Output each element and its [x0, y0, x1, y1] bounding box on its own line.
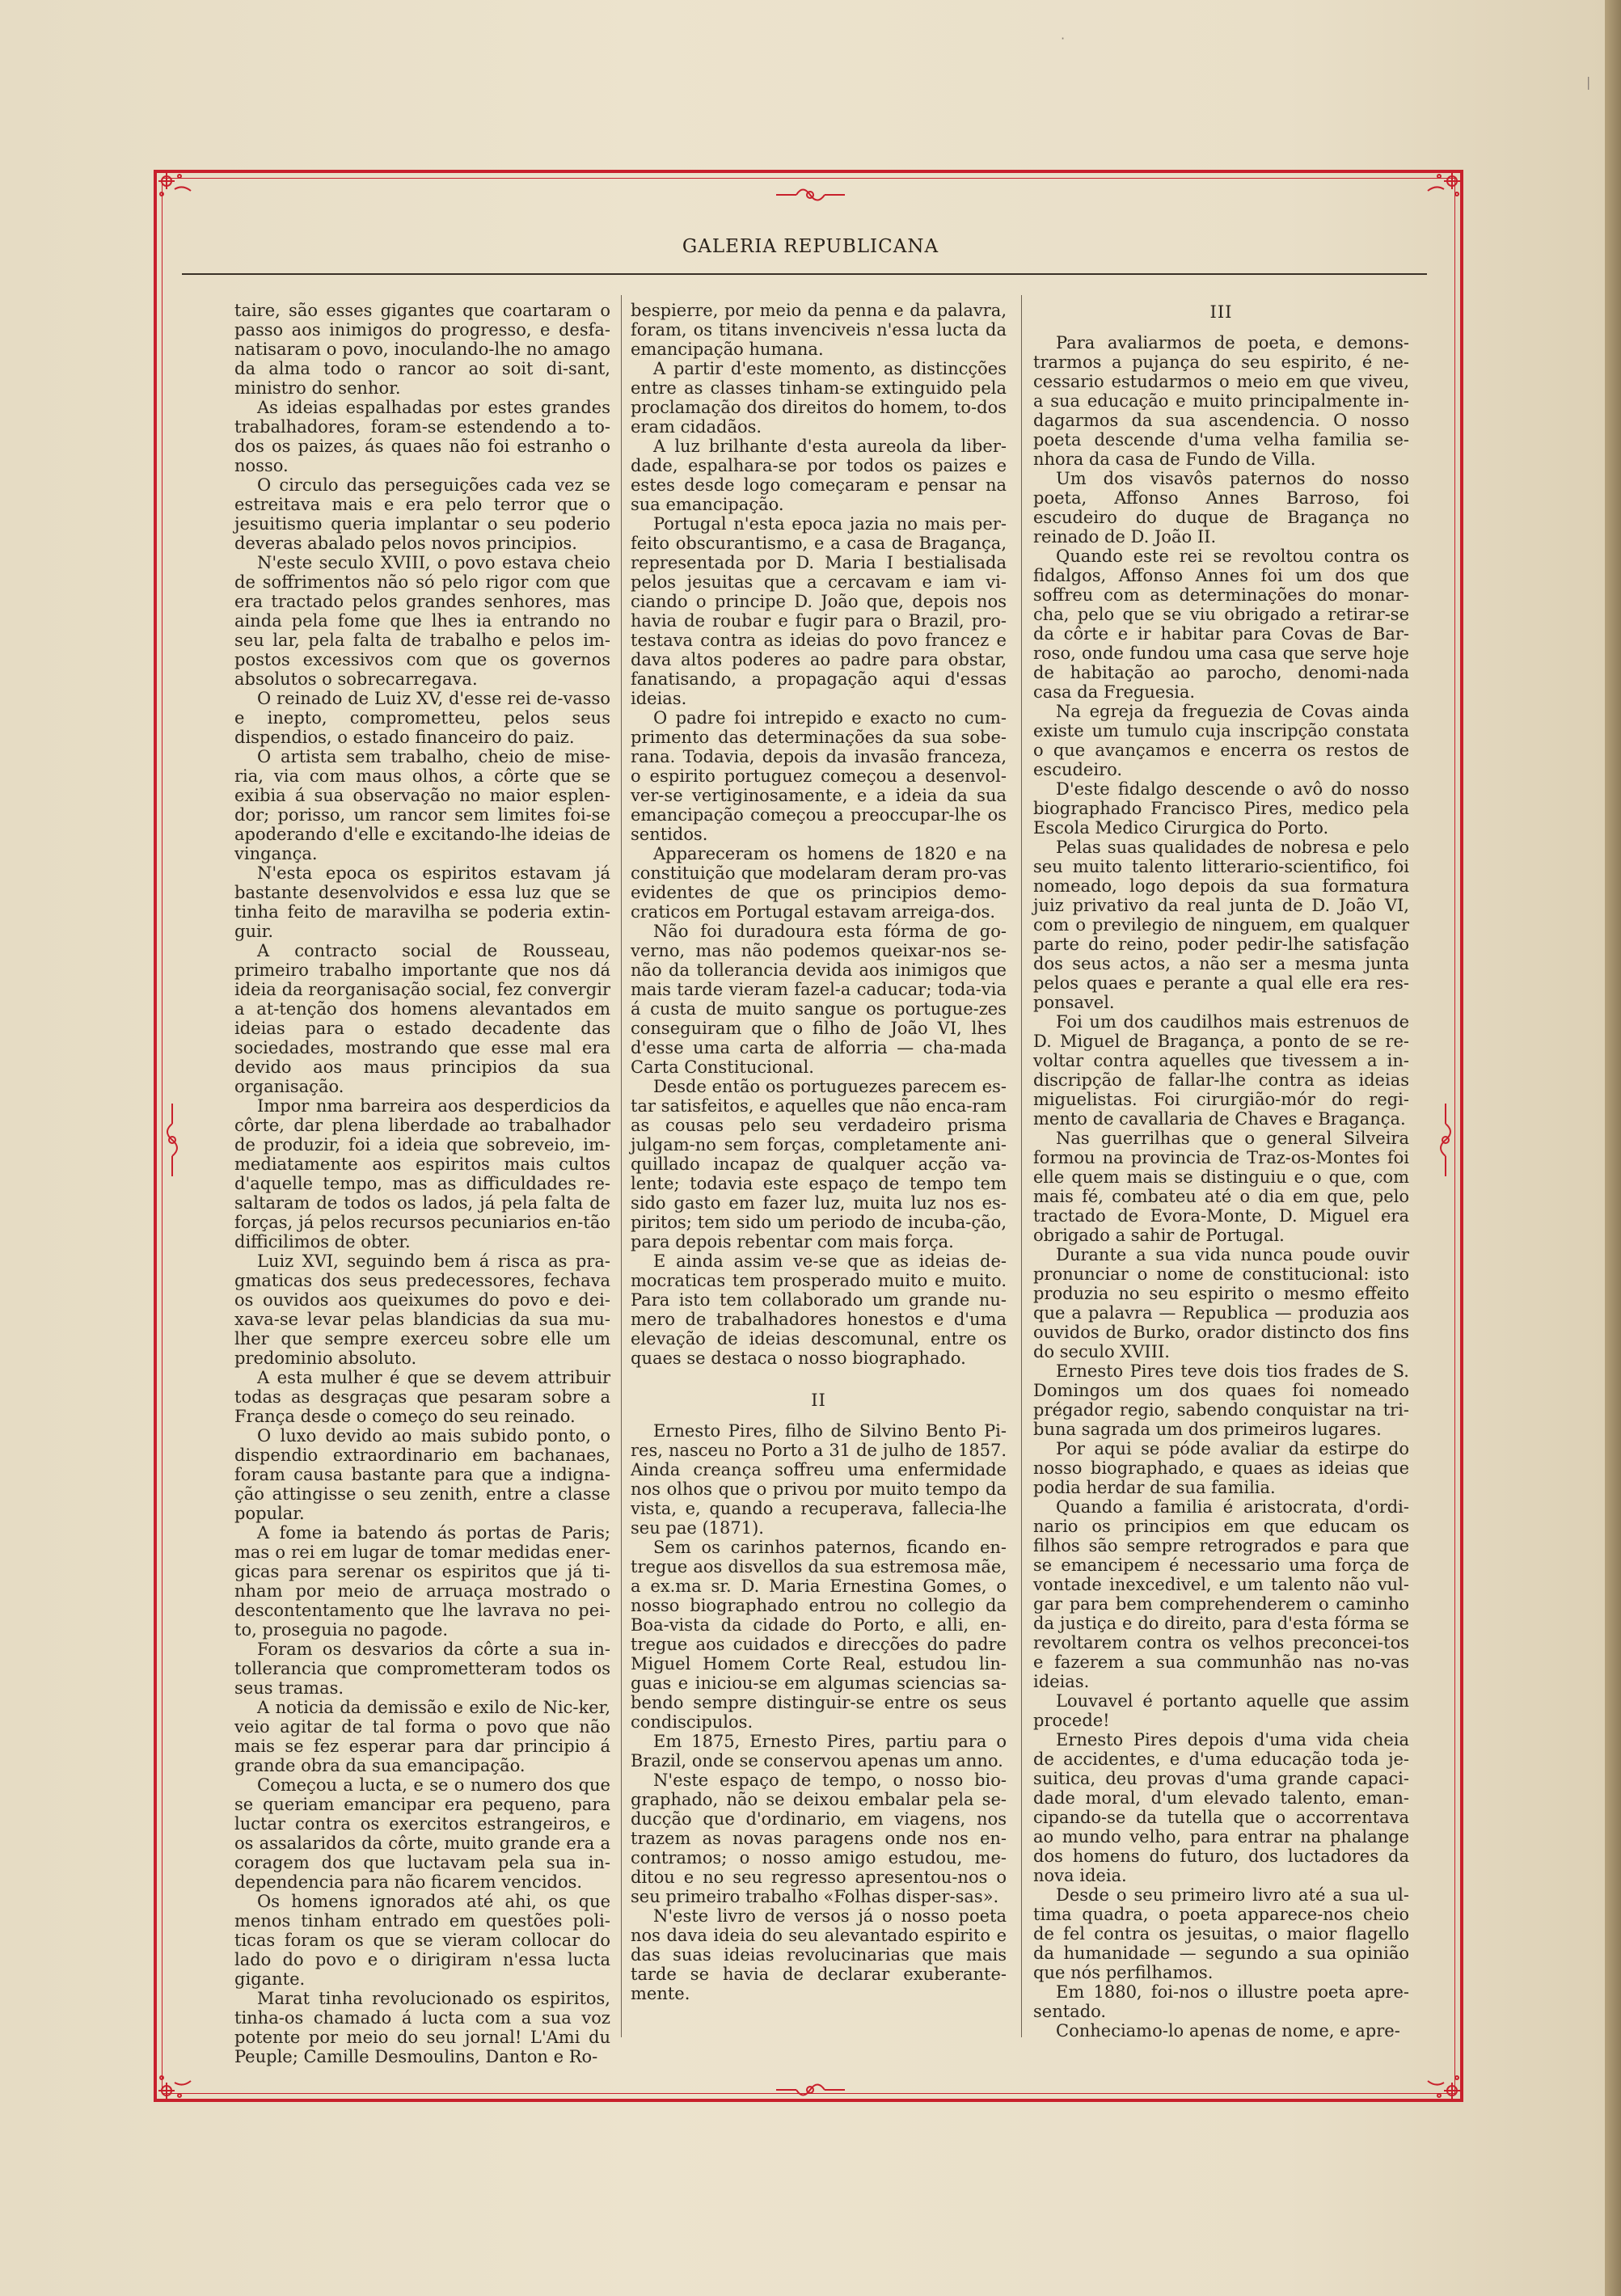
paragraph: Para avaliarmos de poeta, e demons-trarmos a pujança do seu espirito, é ne-cessario estudarmos o meio em que viveu, a sua educação e muito principalmente in-dagarmos da sua ascendencia. O nosso poeta descende d'uma velha familia se-nhora da casa de Fundo de Villa. [1033, 333, 1409, 469]
left-side-ornament [160, 1099, 184, 1180]
paragraph: As ideias espalhadas por estes grandes trabalhadores, foram-se estendendo a to-dos os paizes, ás quaes não foi estranho o nosso. [234, 398, 610, 475]
right-side-ornament [1433, 1099, 1458, 1180]
paragraph: A noticia da demissão e exilo de Nic-ker, veio agitar de tal forma o povo que não mais se fez esperar para dar principio á grande obra da sua emancipação. [234, 1698, 610, 1775]
paragraph: A esta mulher é que se devem attribuir todas as desgraças que pesaram sobre a França desde o começo do seu reinado. [234, 1368, 610, 1426]
paragraph: Impor nma barreira aos desperdicios da côrte, dar plena liberdade ao trabalhador de produzir, foi a ideia que sobreveio, im-mediatamente aos espiritos mais cultos d'aquelle tempo, mas as difficuldades re-saltaram de todos os lados, já pela falta de forças, já pelos recursos pecuniarios en-tão difficilimos de obter. [234, 1096, 610, 1251]
paragraph: Quando este rei se revoltou contra os fidalgos, Affonso Annes foi um dos que soffreu com as determinações do monar-cha, pelo que se viu obrigado a retirar-se da côrte e ir habitar para Covas de Bar-roso, onde fundou uma casa que serve hoje de habitação ao parocho, denomi-nada casa da Freguesia. [1033, 547, 1409, 702]
pencil-mark: | [1586, 74, 1591, 90]
paragraph: taire, são esses gigantes que coartaram o passo aos inimigos do progresso, e desfa-natisaram o povo, inoculando-lhe no amago da alma todo o rancor ao soit di-sant, ministro do senhor. [234, 301, 610, 398]
bottom-center-ornament [772, 2078, 849, 2102]
paragraph: Ernesto Pires depois d'uma vida cheia de accidentes, e d'uma educação toda je-suitica, deu provas d'uma grande capaci-dade moral, d'um elevado talento, eman-cipando-se da tutella que o accorrentava ao mundo velho, para entrar na phalange dos homens do futuro, dos luctadores da nova ideia. [1033, 1730, 1409, 1885]
text-column-2 [631, 301, 1007, 2027]
paragraph: Appareceram os homens de 1820 e na constituição que modelaram deram pro-vas evidentes de que os principios demo-craticos em Portugal estavam arreiga-dos. [631, 844, 1007, 922]
paragraph: Desde o seu primeiro livro até a sua ul-tima quadra, o poeta apparece-nos cheio de fel contra os jesuitas, o maior flagello da humanidade — segundo a sua opinião que nós perfilhamos. [1033, 1885, 1409, 1982]
paragraph: Um dos visavôs paternos do nosso poeta, Affonso Annes Barroso, foi escudeiro do duque de Bragança no reinado de D. João II. [1033, 469, 1409, 547]
paragraph: Pelas suas qualidades de nobresa e pelo seu muito talento litterario-scientifico, foi nomeado, logo depois da sua formatura juiz privativo da real junta de D. João VI, com o previlegio de ninguem, em qualquer parte do reino, poder pedir-lhe satisfação dos seus actos, a não ser a mesma junta pelos quaes e perante a qual elle era res-ponsavel. [1033, 838, 1409, 1012]
paragraph: Durante a sua vida nunca poude ouvir pronunciar o nome de constitucional: isto produzia no seu espirito o mesmo effeito que a palavra — Republica — produzia aos ouvidos de Burko, orador distincto dos fins do seculo XVIII. [1033, 1245, 1409, 1361]
top-center-ornament [772, 183, 849, 207]
paragraph: Portugal n'esta epoca jazia no mais per-feito obscurantismo, e a casa de Bragança, representada por D. Maria I bestialisada pelos jesuitas que a cercavam e iam vi-ciando o principe D. João que, depois nos havia de roubar e fugir para o Brazil, pro-testava contra as ideias do povo francez e dava altos poderes ao padre para obstar, fanatisando, a propagação aqui d'essas ideias. [631, 514, 1007, 708]
paragraph: Ernesto Pires, filho de Silvino Bento Pi-res, nasceu no Porto a 31 de julho de 1857. Ainda creança soffreu uma enfermidade nos olhos que o privou por muito tempo da vista, e, quando a recuperava, fallecia-lhe seu pae (1871). [631, 1421, 1007, 1538]
column-divider [1021, 295, 1022, 2037]
paragraph: Em 1875, Ernesto Pires, partiu para o Brazil, onde se conservou apenas um anno. [631, 1732, 1007, 1771]
paragraph: O luxo devido ao mais subido ponto, o dispendio extraordinario em bachanaes, foram causa bastante para que a indigna-ção attingisse o seu zenith, entre a classe popular. [234, 1426, 610, 1523]
paragraph: Começou a lucta, e se o numero dos que se queriam emancipar era pequeno, para luctar contra os exercitos estrangeiros, e os assalaridos da côrte, muito grande era a coragem dos que luctavam pela sua in-dependencia para não ficarem vencidos. [234, 1775, 610, 1892]
paragraph: bespierre, por meio da penna e da palavra, foram, os titans invenciveis n'essa lucta da emancipação humana. [631, 301, 1007, 359]
paragraph: A fome ia batendo ás portas de Paris; mas o rei em lugar de tomar medidas ener-gicas para serenar os espiritos que já ti-nham por meio de arruaça mostrado o descontentamento que lhe lavrava no pei-to, proseguia no pagode. [234, 1523, 610, 1640]
paragraph: Foram os desvarios da côrte a sua in-tollerancia que comprometteram todos os seus tramas. [234, 1640, 610, 1698]
paragraph: Ernesto Pires teve dois tios frades de S. Domingos um dos quaes foi nomeado prégador regio, sabendo conquistar na tri-buna sagrada um dos primeiros lugares. [1033, 1361, 1409, 1439]
paragraph: N'esta epoca os espiritos estavam já bastante desenvolvidos e essa luz que se tinha feito de maravilha se poderia extin-guir. [234, 863, 610, 941]
paragraph: O artista sem trabalho, cheio de mise-ria, via com maus olhos, a côrte que se exibia á sua observação no maior esplen-dor; porisso, um rancor sem limites foi-se apoderando d'elle e excitando-lhe ideias de vingança. [234, 747, 610, 863]
paragraph: Por aqui se póde avaliar da estirpe do nosso biographado, e quaes as ideias que podia herdar de sua familia. [1033, 1439, 1409, 1497]
paragraph: E ainda assim ve-se que as ideias de-mocraticas tem prosperado muito e muito. Para isto tem collaborado um grande nu-mero de trabalhadores honestos e d'uma elevação de ideias descomunal, entre os quaes se destaca o nosso biographado. [631, 1251, 1007, 1368]
paragraph: A luz brilhante d'esta aureola da liber-dade, espalhara-se por todos os paizes e estes desde logo começaram e pensar na sua emancipação. [631, 437, 1007, 514]
paragraph: A contracto social de Rousseau, primeiro trabalho importante que nos dá ideia da reorganisação social, fez convergir a at-tenção dos homens alevantados em ideias para o estado decadente das sociedades, mostrando que esse mal era devido aos maus principios da sua organisação. [234, 941, 610, 1096]
column-divider [621, 295, 622, 2037]
text-column-3 [1033, 301, 1409, 2041]
paragraph: N'este livro de versos já o nosso poeta nos dava ideia do seu alevantado espirito e das suas ideias revolucinarias que mais tarde se havia de declarar exuberante-mente. [631, 1906, 1007, 2003]
paragraph: Em 1880, foi-nos o illustre poeta apre-sentado. [1033, 1982, 1409, 2021]
corner-ornament-bottom-right [1415, 2053, 1463, 2102]
paragraph: A partir d'este momento, as distincções entre as classes tinham-se extinguido pela proclamação dos direitos do homem, to-dos eram cidadãos. [631, 359, 1007, 437]
paragraph: O padre foi intrepido e exacto no cum-primento das determinações da sua sobe-rana. Todavia, depois da invasão franceza, o espirito portuguez começou a desenvol-ver-se vertiginosamente, e a ideia da sua emancipação começou a preoccupar-lhe os sentidos. [631, 708, 1007, 844]
section-heading: III [1209, 302, 1233, 322]
section-heading: II [811, 1391, 826, 1410]
page-header-title: GALERIA REPUBLICANA [682, 236, 939, 257]
paragraph: Louvavel é portanto aquelle que assim procede! [1033, 1691, 1409, 1730]
paragraph: O reinado de Luiz XV, d'esse rei de-vasso e inepto, comprometteu, pelos seus dispendios, o estado financeiro do paiz. [234, 689, 610, 747]
paragraph: O circulo das perseguições cada vez se estreitava mais e era pelo terror que o jesuitismo queria implantar o seu poderio deveras abalado pelos novos principios. [234, 475, 610, 553]
header-rule [182, 273, 1427, 275]
pencil-mark: · [1061, 31, 1066, 46]
paragraph: Não foi duradoura esta fórma de go-verno, mas não podemos queixar-nos se-não da tollerancia devida aos inimigos que mais tarde vieram fazel-a caducar; toda-via á custa de muito sangue os portugue-zes conseguiram que o filho de João VI, lhes d'esse uma carta de alforria — cha-mada Carta Constitucional. [631, 922, 1007, 1077]
paragraph: N'este espaço de tempo, o nosso bio-graphado, não se deixou embalar pela se-ducção que d'ordinario, em viagens, nos trazem as novas paragens onde nos en-contramos; o nosso amigo estudou, me-ditou e no seu regresso apresentou-nos o seu primeiro trabalho «Folhas disper-sas». [631, 1771, 1007, 1906]
paragraph: Sem os carinhos paternos, ficando en-tregue aos disvellos da sua estremosa mãe, a ex.ma sr. D. Maria Ernestina Gomes, o nosso biographado entrou no collegio da Boa-vista da cidade do Porto, e alli, en-tregue aos cuidados e direcções do padre Miguel Homem Corte Real, estudou lin-guas e iniciou-se em algumas sciencias sa-bendo sempre distinguir-se entre os seus condiscipulos. [631, 1538, 1007, 1732]
corner-ornament-top-left [155, 170, 204, 218]
paragraph: Os homens ignorados até ahi, os que menos tinham entrado em questões poli-ticas foram os que se vieram collocar do lado do povo e o dirigiram n'essa lucta gigante. [234, 1892, 610, 1989]
paragraph: Luiz XVI, seguindo bem á risca as pra-gmaticas dos seus predecessores, fechava os ouvidos aos queixumes do povo e dei-xava-se levar pelas blandicias da sua mu-lher que sempre exerceu sobre elle um predominio absoluto. [234, 1251, 610, 1368]
paragraph: Quando a familia é aristocrata, d'ordi-nario os principios em que educam os filhos são sempre retrogrados e para que se emancipem é necessario uma força de vontade inexcedivel, e um talento não vul-gar para bem comprehenderem o caminho da justiça e do direito, para d'esta fórma se revoltarem contra os velhos preconcei-tos e fazerem a sua communhão nas no-vas ideias. [1033, 1497, 1409, 1691]
paragraph: Desde então os portuguezes parecem es-tar satisfeitos, e aquelles que não enca-ram as cousas pelo seu verdadeiro prisma julgam-no sem forças, completamente ani-quillado incapaz de qualquer acção va-lente; todavia este espaço de tempo tem sido gasto em fazer luz, muita luz nos es-piritos; tem sido um periodo de incuba-ção, para depois rebentar com mais força. [631, 1077, 1007, 1251]
corner-ornament-top-right [1415, 170, 1463, 218]
paragraph: Na egreja da freguezia de Covas ainda existe um tumulo cuja inscripção constata o que avançamos e encerra os restos de escudeiro. [1033, 702, 1409, 779]
text-column-1 [234, 301, 610, 2066]
paragraph: Foi um dos caudilhos mais estrenuos de D. Miguel de Bragança, a ponto de se re-voltar contra aquelles que tivessem a in-discripção de fallar-lhe contra as ideias miguelistas. Foi cirurgião-mór do regi-mento de cavallaria de Chaves e Bragança. [1033, 1012, 1409, 1129]
paragraph: N'este seculo XVIII, o povo estava cheio de soffrimentos não só pelo rigor com que era tractado pelos grandes senhores, mas ainda pela fome que lhes ia entrando no seu lar, pela falta de trabalho e pelos im-postos excessivos com que os governos absolutos o sobrecarregava. [234, 553, 610, 689]
paragraph: Marat tinha revolucionado os espiritos, tinha-os chamado á lucta com a sua voz potente por meio do seu jornal! L'Ami du Peuple; Camille Desmoulins, Danton e Ro- [234, 1989, 610, 2066]
corner-ornament-bottom-left [155, 2053, 204, 2102]
page-edge-shadow [1605, 0, 1621, 2296]
paragraph: Nas guerrilhas que o general Silveira formou na provincia de Traz-os-Montes foi elle quem mais se distinguiu e o que, com mais fé, combateu até o dia em que, pelo tractado de Evora-Monte, D. Miguel era obrigado a sahir de Portugal. [1033, 1129, 1409, 1245]
paragraph: D'este fidalgo descende o avô do nosso biographado Francisco Pires, medico pela Escola Medico Cirurgica do Porto. [1033, 779, 1409, 838]
paragraph: Conheciamo-lo apenas de nome, e apre- [1056, 2021, 1400, 2041]
